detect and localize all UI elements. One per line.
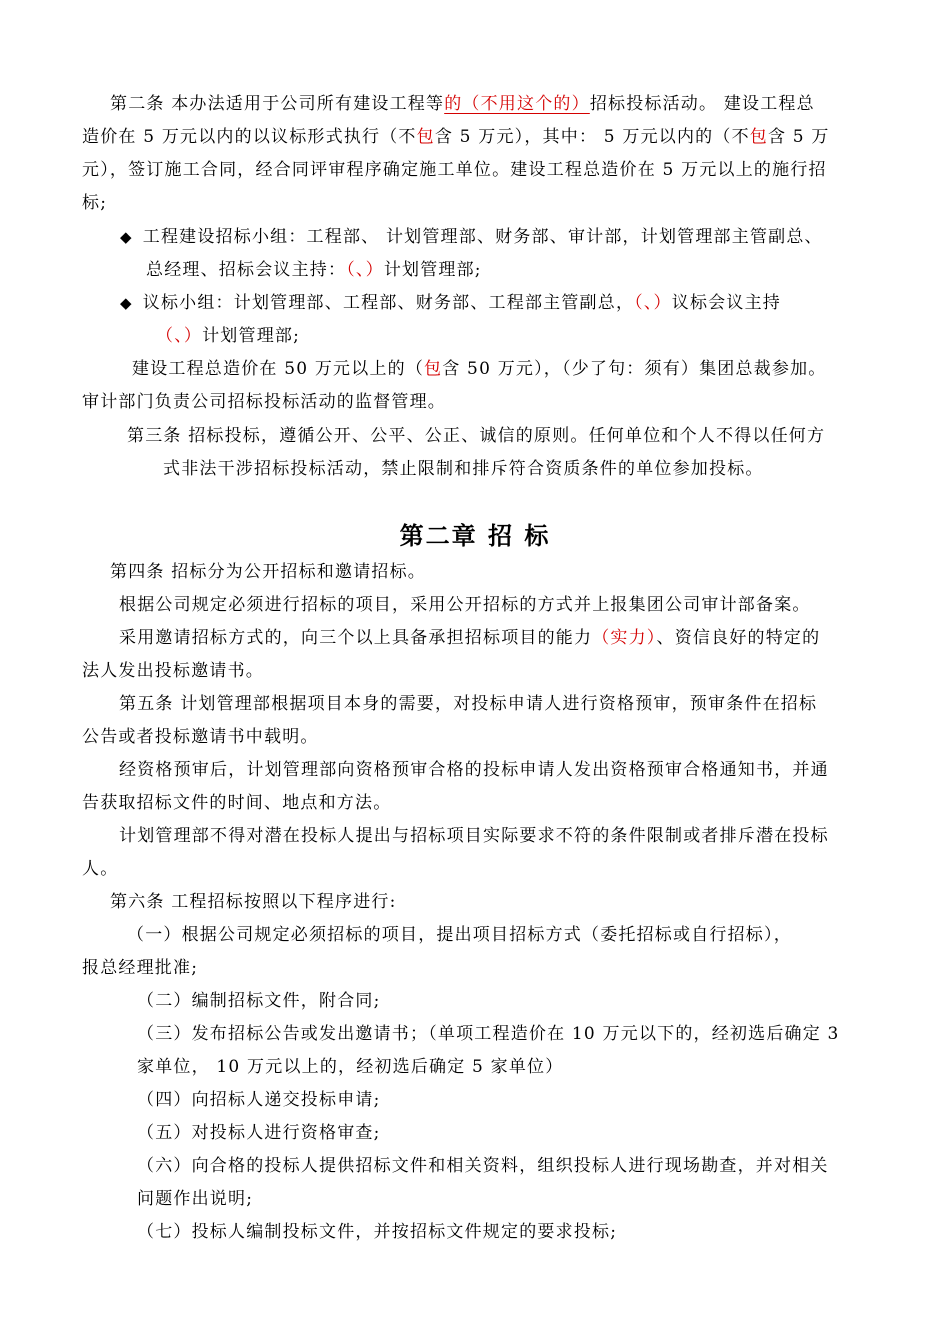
step-4: （四）向招标人递交投标申请;: [137, 1090, 381, 1110]
text: 招标投标活动。 建设工程总: [589, 94, 815, 114]
paragraph-restrictions-line-1: 计划管理部不得对潜在投标人提出与招标项目实际要求不符的条件限制或者排斥潜在投标: [119, 826, 829, 846]
text: 含 5 万: [767, 127, 830, 147]
article-6: 第六条 工程招标按照以下程序进行:: [110, 892, 397, 912]
step-2: （二）编制招标文件，附合同;: [137, 991, 381, 1011]
step-7: （七）投标人编制投标文件，并按招标文件规定的要求投标;: [137, 1222, 618, 1242]
text: 议标小组：计划管理部、工程部、财务部、工程部主管副总，: [142, 293, 635, 313]
diamond-bullet-icon: ◆: [120, 228, 133, 246]
text: 工程建设招标小组：工程部、 计划管理部、财务部、审计部，计划管理部主管副总、: [142, 227, 823, 247]
annotation-red: （、）: [634, 293, 672, 313]
bullet-item-bidding-group: [120, 226, 823, 248]
paragraph-invited-bidding-line-2: 法人发出投标邀请书。: [82, 661, 264, 681]
text: 第二条 本办法适用于公司所有建设工程等: [110, 94, 445, 114]
article-5-line-2: 公告或者投标邀请书中载明。: [82, 727, 319, 747]
annotation-red: 包: [424, 359, 443, 379]
paragraph-restrictions-line-2: 人。: [82, 859, 119, 879]
article-2-line-4: 标;: [82, 193, 108, 213]
article-4: 第四条 招标分为公开招标和邀请招标。: [110, 562, 427, 582]
step-5: （五）对投标人进行资格审查;: [137, 1123, 381, 1143]
text: 含 50 万元），（少了句：须有）集团总裁参加。: [442, 359, 827, 379]
text: 建设工程总造价在 50 万元以上的（: [132, 359, 425, 379]
article-2-line-3: 元），签订施工合同，经合同评审程序确定施工单位。建设工程总造价在 5 万元以上的施行招: [82, 160, 827, 180]
chapter-title: 第二章 招 标: [399, 522, 551, 550]
step-1-line-1: （一）根据公司规定必须招标的项目，提出项目招标方式（委托招标或自行招标），: [127, 925, 792, 945]
annotation-red: （实力）: [592, 628, 657, 648]
article-5-line-1: 第五条 计划管理部根据项目本身的需要，对投标申请人进行资格预审，预审条件在招标: [119, 694, 818, 714]
step-6-line-2: 问题作出说明;: [137, 1189, 254, 1209]
step-3-line-2: 家单位， 10 万元以上的，经初选后确定 5 家单位）: [137, 1057, 564, 1077]
step-1-line-2: 报总经理批准;: [82, 958, 199, 978]
article-2-line-1: [110, 93, 815, 115]
audit-paragraph: 审计部门负责公司招标投标活动的监督管理。: [82, 392, 446, 412]
over-50-paragraph: [132, 358, 827, 380]
article-3-line-2: 式非法干涉招标投标活动，禁止限制和排斥符合资质条件的单位参加投标。: [163, 459, 764, 479]
annotation-red: 的（不用这个的）: [444, 94, 590, 114]
step-6-line-1: （六）向合格的投标人提供招标文件和相关资料，组织投标人进行现场勘查，并对相关: [137, 1156, 829, 1176]
paragraph-public-bidding: 根据公司规定必须进行招标的项目，采用公开招标的方式并上报集团公司审计部备案。: [119, 595, 811, 615]
text: 计划管理部;: [202, 326, 301, 346]
step-3-line-1: （三）发布招标公告或发出邀请书；（单项工程造价在 10 万元以下的，经初选后确定 3: [137, 1024, 840, 1044]
text: 采用邀请招标方式的，向三个以上具备承担招标项目的能力: [119, 628, 593, 648]
annotation-red: （、）: [156, 326, 203, 346]
diamond-bullet-icon: ◆: [120, 294, 133, 312]
paragraph-prequalification-line-1: 经资格预审后，计划管理部向资格预审合格的投标申请人发出资格预审合格通知书，并通: [119, 760, 829, 780]
annotation-red: 包: [416, 127, 435, 147]
article-2-line-2: [82, 126, 830, 148]
paragraph-invited-bidding-line-1: [119, 627, 820, 649]
text: 含 5 万元），其中： 5 万元以内的（不: [434, 127, 750, 147]
text: 总经理、招标会议主持：: [146, 260, 347, 280]
text: 议标会议主持: [671, 293, 781, 313]
bullet-item-negotiation-group-line-2: [156, 325, 300, 347]
paragraph-prequalification-line-2: 告获取招标文件的时间、地点和方法。: [82, 793, 392, 813]
text: 、资信良好的特定的: [656, 628, 821, 648]
text: 造价在 5 万元以内的以议标形式执行（不: [82, 127, 417, 147]
bullet-item-negotiation-group: [120, 292, 781, 314]
annotation-red: （、）: [346, 260, 384, 280]
article-3-line-1: 第三条 招标投标，遵循公开、公平、公正、诚信的原则。任何单位和个人不得以任何方: [127, 426, 826, 446]
bullet-item-bidding-group-line-2: [146, 259, 482, 281]
text: 计划管理部;: [383, 260, 482, 280]
annotation-red: 包: [749, 127, 768, 147]
